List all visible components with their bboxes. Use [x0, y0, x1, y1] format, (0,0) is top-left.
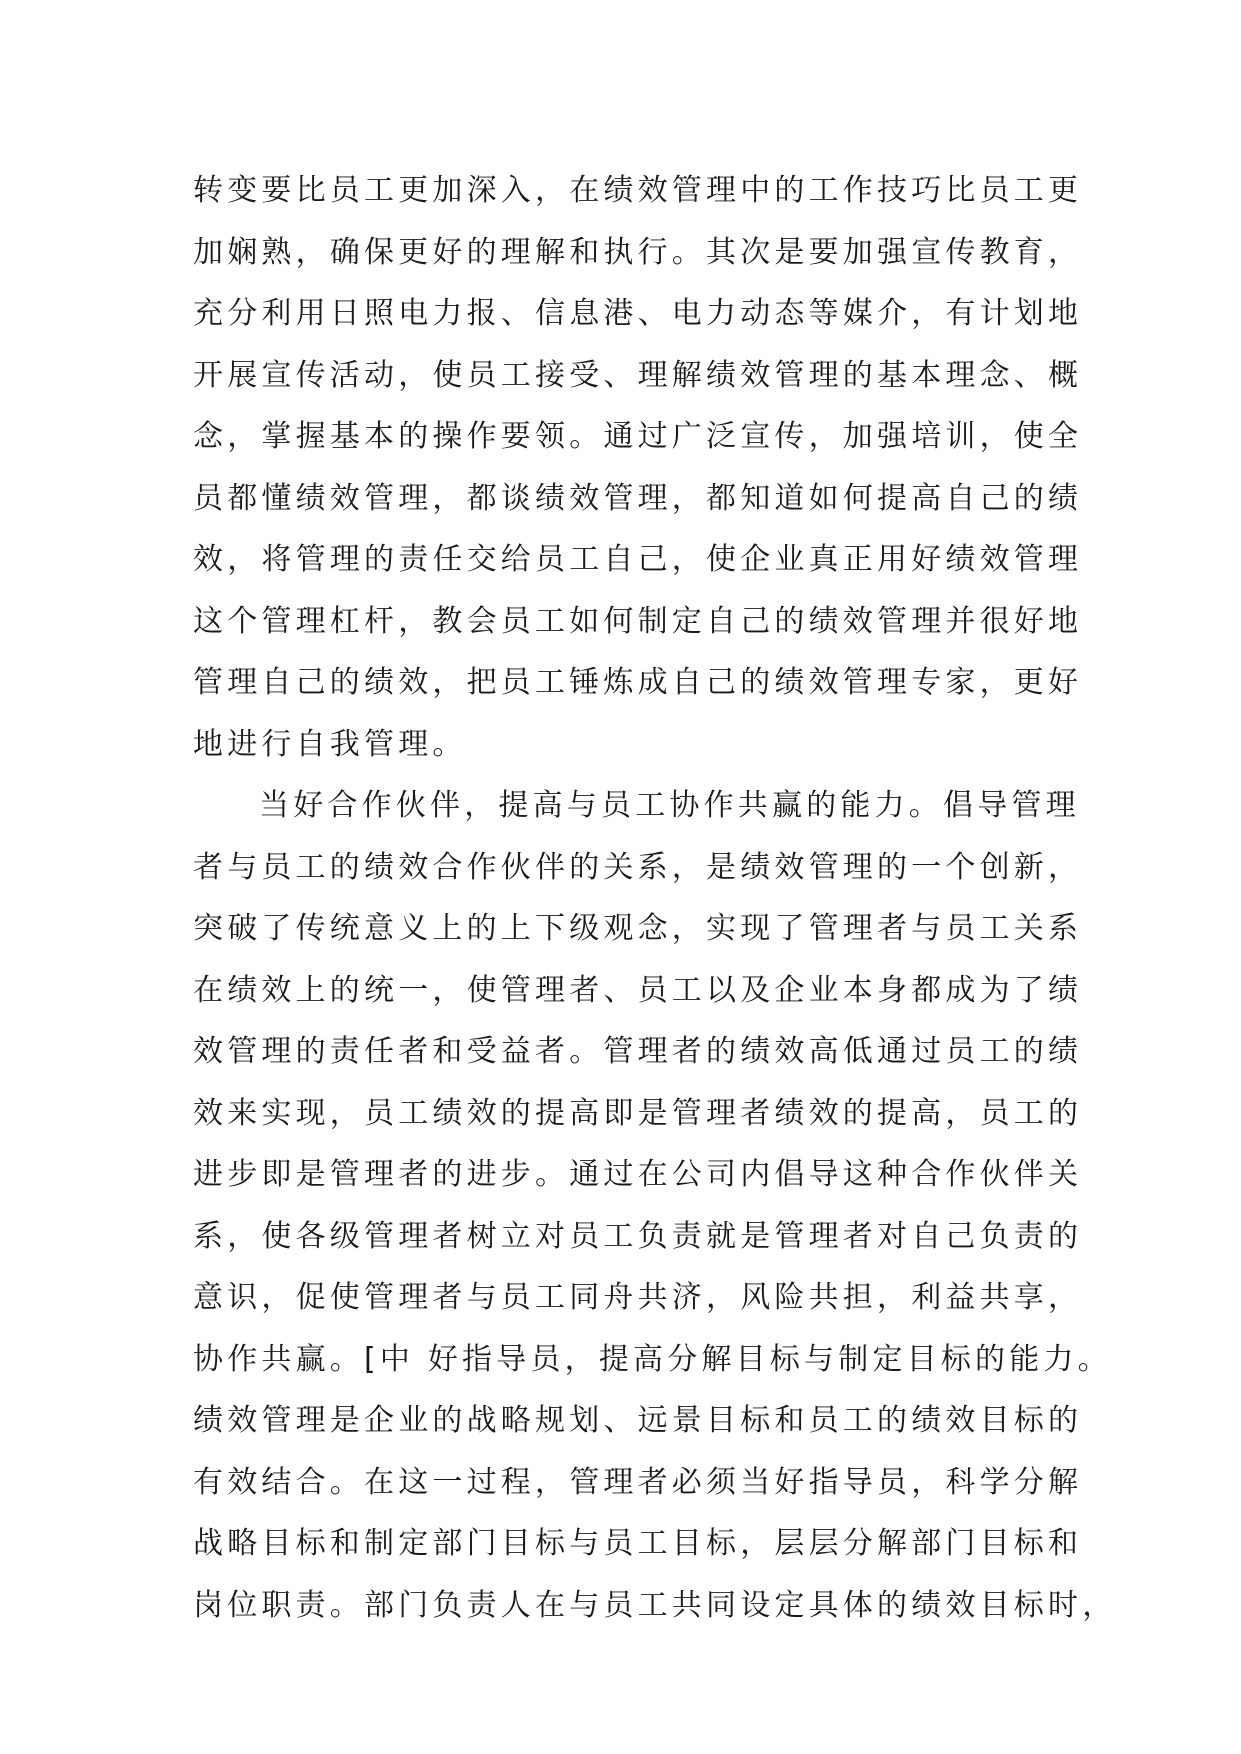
text-line: 意识，促使管理者与员工同舟共济，风险共担，利益共享， — [193, 1280, 1083, 1315]
text-line: 效管理的责任者和受益者。管理者的绩效高低通过员工的绩 — [193, 1034, 1083, 1069]
text-line: 这个管理杠杆，教会员工如何制定自己的绩效管理并很好地 — [193, 603, 1083, 639]
text-line: 念，掌握基本的操作要领。通过广泛宣传，加强培训，使全 — [193, 419, 1083, 454]
text-line: 开展宣传活动，使员工接受、理解绩效管理的基本理念、概 — [193, 357, 1083, 393]
text-line: 系，使各级管理者树立对员工负责就是管理者对自己负责的 — [193, 1218, 1083, 1254]
text-line: 转变要比员工更加深入，在绩效管理中的工作技巧比员工更 — [193, 173, 1083, 208]
text-line: 效来实现，员工绩效的提高即是管理者绩效的提高，员工的 — [193, 1095, 1083, 1131]
text-line: 充分利用日照电力报、信息港、电力动态等媒介，有计划地 — [193, 296, 1083, 331]
text-line: 战略目标和制定部门目标与员工目标，层层分解部门目标和 — [193, 1526, 1083, 1561]
text-line: 岗位职责。部门负责人在与员工共同设定具体的绩效目标时， — [193, 1587, 1117, 1623]
text-line: 协作共赢。[中 好指导员，提高分解目标与制定目标的能力。 — [193, 1341, 1112, 1377]
text-line: 进步即是管理者的进步。通过在公司内倡导这种合作伙伴关 — [193, 1157, 1083, 1192]
text-line: 地进行自我管理。 — [193, 726, 467, 762]
text-line: 者与员工的绩效合作伙伴的关系，是绩效管理的一个创新， — [193, 849, 1083, 885]
text-line: 管理自己的绩效，把员工锤炼成自己的绩效管理专家，更好 — [193, 665, 1083, 700]
text-line: 在绩效上的统一，使管理者、员工以及企业本身都成为了绩 — [193, 972, 1083, 1008]
text-line: 突破了传统意义上的上下级观念，实现了管理者与员工关系 — [193, 911, 1083, 946]
paragraph-first-line: 当好合作伙伴，提高与员工协作共赢的能力。倡导管理 — [259, 788, 1080, 823]
text-line: 加娴熟，确保更好的理解和执行。其次是要加强宣传教育， — [193, 234, 1083, 270]
text-line: 员都懂绩效管理，都谈绩效管理，都知道如何提高自己的绩 — [193, 480, 1083, 516]
text-line: 效，将管理的责任交给员工自己，使企业真正用好绩效管理 — [193, 542, 1083, 577]
text-line: 有效结合。在这一过程，管理者必须当好指导员，科学分解 — [193, 1464, 1083, 1500]
text-line: 绩效管理是企业的战略规划、远景目标和员工的绩效目标的 — [193, 1403, 1083, 1438]
body-text — [193, 160, 1117, 1636]
